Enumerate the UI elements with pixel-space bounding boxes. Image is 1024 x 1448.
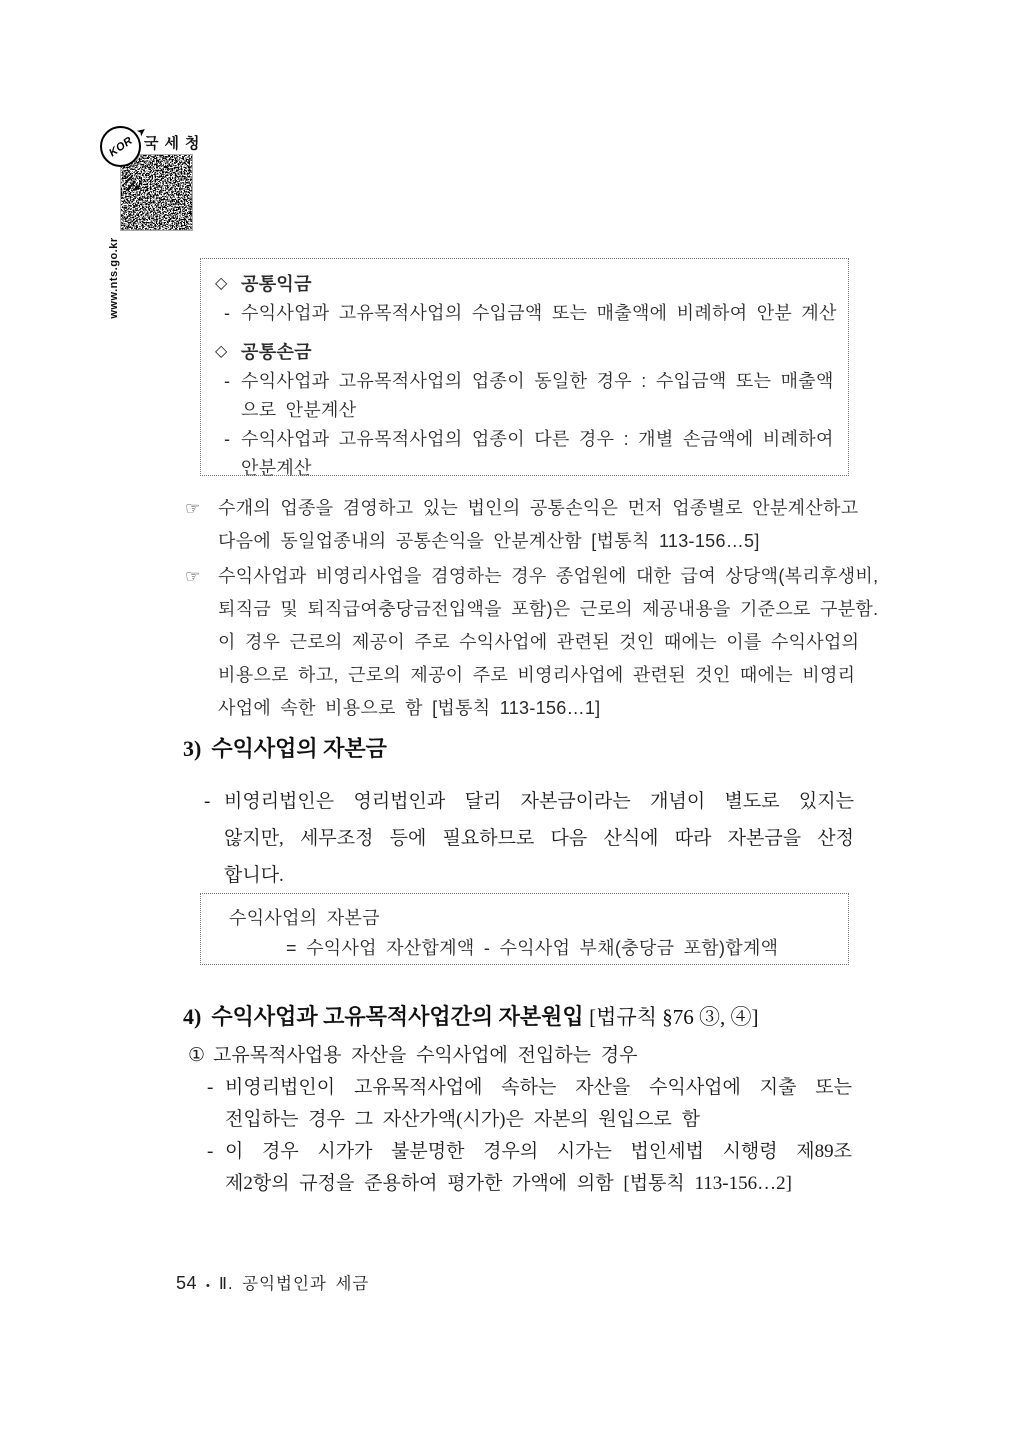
- pointing-hand-icon: ☞: [185, 567, 201, 586]
- watermark-noise-square: [120, 154, 193, 231]
- bullet-line: 이 경우 시가가 불분명한 경우의 시가는 법인세법 시행령 제89조: [225, 1141, 852, 1162]
- box-section-title: [215, 337, 830, 367]
- section-3-heading: [183, 732, 387, 763]
- note-line: 사업에 속한 비용으로 함 [법통칙 113-156…1]: [218, 698, 601, 718]
- box-line: [215, 396, 830, 425]
- footer-bullet-icon: •: [206, 1280, 210, 1292]
- kor-seal: [100, 124, 150, 167]
- section-number: 3): [183, 736, 202, 761]
- box-line-text: 수익사업과 고유목적사업의 업종이 동일한 경우 : 수입금액 또는 매출액: [241, 371, 834, 391]
- bullet-item: [207, 1136, 852, 1200]
- note-line: 수개의 업종을 겸영하고 있는 법인의 공통손익은 먼저 업종별로 안분계산하고: [218, 498, 859, 518]
- seal-arrow-icon: ➤: [134, 124, 150, 140]
- bullet-line: 제2항의 규정을 준용하여 평가한 가액에 의함 [법통칙 113-156…2]: [225, 1173, 792, 1194]
- note-lines: [218, 560, 879, 725]
- note-line: 이 경우 근로의 제공이 주로 수익사업에 관련된 것인 때에는 이를 수익사업의: [218, 632, 860, 652]
- box-line-text: 수익사업과 고유목적사업의 수입금액 또는 매출액에 비례하여 안분 계산: [241, 303, 837, 323]
- bullet-line: 비영리법인이 고유목적사업에 속하는 자산을 수익사업에 지출 또는: [225, 1077, 852, 1098]
- note-lines: [218, 492, 859, 558]
- box-line: [215, 367, 834, 396]
- box-section-title: [215, 269, 830, 299]
- note-line: 다음에 동일업종내의 공통손익을 안분계산함 [법통칙 113-156…5]: [218, 531, 760, 551]
- section-3-body: [204, 783, 854, 894]
- nts-logo: [102, 124, 212, 319]
- body-line: 않지만, 세무조정 등에 필요하므로 다음 산식에 따라 자본금을 산정: [224, 828, 854, 849]
- footer-section-title: Ⅱ. 공익법인과 세금: [218, 1275, 370, 1293]
- section-4-heading: [183, 1000, 758, 1031]
- common-gains-losses-box: [200, 258, 849, 476]
- numbered-item-text: 고유목적사업용 자산을 수익사업에 전입하는 경우: [213, 1045, 638, 1066]
- section-title: 수익사업의 자본금: [211, 736, 387, 761]
- note-line: 비용으로 하고, 근로의 제공이 주로 비영리사업에 관련된 것인 때에는 비영리: [218, 665, 856, 685]
- nts-url-text: www.nts.go.kr: [108, 237, 120, 319]
- capital-formula-box: [200, 893, 849, 965]
- page-number: 54: [176, 1273, 198, 1293]
- law-reference: [법규칙 §76 ③, ④]: [589, 1005, 759, 1029]
- dash-marker: -: [224, 429, 231, 449]
- box-section-title-text: 공통익금: [241, 274, 312, 294]
- body-line: 비영리법인은 영리법인과 달리 자본금이라는 개념이 별도로 있지는: [224, 791, 854, 812]
- bullet-lines: [225, 1136, 852, 1200]
- dash-marker: -: [204, 791, 211, 812]
- dash-marker: -: [207, 1141, 214, 1162]
- kor-seal-text: KOR: [106, 134, 135, 159]
- pointing-hand-icon: ☞: [185, 499, 201, 518]
- agency-name: 국세청: [144, 135, 206, 152]
- note-paragraph: [185, 492, 859, 558]
- note-line: 수익사업과 비영리사업을 겸영하는 경우 종업원에 대한 급여 상당액(복리후생비,: [218, 566, 879, 586]
- formula-line-1: 수익사업의 자본금: [229, 908, 380, 928]
- box-line-text: 으로 안분계산: [241, 400, 357, 420]
- numbered-item-1: [188, 1040, 637, 1067]
- box-line-text: 안분계산: [241, 458, 312, 478]
- diamond-icon: ◇: [215, 343, 228, 360]
- dash-marker: -: [224, 371, 231, 391]
- diamond-icon: ◇: [215, 275, 228, 292]
- dash-marker: -: [207, 1077, 214, 1098]
- page-footer: [176, 1270, 369, 1294]
- bullet-lines: [225, 1072, 852, 1136]
- note-paragraph: [185, 560, 879, 725]
- box-line: [215, 299, 837, 328]
- bullet-item: [207, 1072, 852, 1136]
- circled-one-marker: ①: [188, 1045, 206, 1066]
- section-4-bullets: [207, 1072, 852, 1200]
- section-title: 수익사업과 고유목적사업간의 자본원입: [211, 1004, 584, 1029]
- box-line: [215, 454, 830, 483]
- box-line-text: 수익사업과 고유목적사업의 업종이 다른 경우 : 개별 손금액에 비례하여: [241, 429, 834, 449]
- formula-line-2: = 수익사업 자산합계액 - 수익사업 부채(충당금 포함)합계액: [286, 938, 779, 958]
- spacer: [215, 328, 830, 337]
- body-lines: [224, 783, 854, 894]
- section-number: 4): [183, 1004, 202, 1029]
- box-line: [215, 425, 834, 454]
- noise-pattern: [121, 155, 192, 230]
- note-line: 퇴직금 및 퇴직급여충당금전입액을 포함)은 근로의 제공내용을 기준으로 구분함.: [218, 599, 879, 619]
- box-section-title-text: 공통손금: [241, 342, 312, 362]
- bullet-line: 전입하는 경우 그 자산가액(시가)은 자본의 원입으로 함: [225, 1109, 700, 1130]
- body-line: 합니다.: [224, 865, 284, 886]
- dash-marker: -: [224, 303, 231, 323]
